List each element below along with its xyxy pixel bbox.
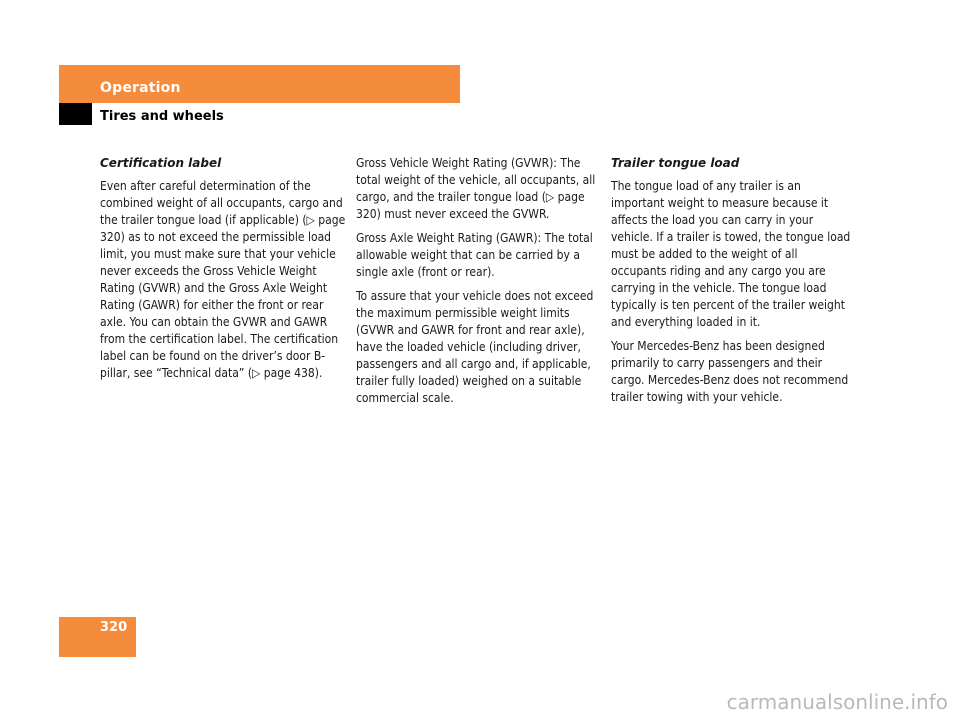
watermark: carmanualsonline.info: [726, 690, 948, 714]
chapter-title: Operation: [100, 80, 181, 96]
column-3: [611, 155, 856, 413]
section-title: Tires and wheels: [100, 109, 224, 124]
column-2-paragraph-3: To assure that your vehicle does not exceed the maximum permissible weight limits (GVWR and GAWR for front and rear axle), have the loaded vehicle (including driver, passengers and all cargo and, if applicable, trailer fully loaded) weighed on a suitable commercial scale.: [356, 289, 594, 405]
column-1: [100, 155, 346, 389]
column-2-paragraph-2: Gross Axle Weight Rating (GAWR): The total allowable weight that can be carried by a single axle (front or rear).: [356, 231, 593, 279]
column-1-heading: Certification label: [100, 156, 222, 170]
section-marker: [59, 103, 92, 125]
column-3-paragraph-1: The tongue load of any trailer is an important weight to measure because it affects the load you can carry in your vehicle. If a trailer is towed, the tongue load must be added to the weight of all occupants riding and any cargo you are carrying in the vehicle. The tongue load typically is ten percent of the trailer weight and everything loaded in it.: [611, 179, 851, 329]
column-3-heading: Trailer tongue load: [611, 156, 740, 170]
column-1-paragraph: Even after careful determination of the combined weight of all occupants, cargo and the trailer tongue load (if applicable) (▷ page 320) as to not exceed the permissible load limit, you must make sure that your vehicle never exceeds the Gross Vehicle Weight Rating (GVWR) and the Gross Axle Weight Rating (GAWR) for either the front or rear axle. You can obtain the GVWR and GAWR from the certification label. The certification label can be found on the driver’s door B-pillar, see “Technical data” (▷ page 438).: [100, 179, 346, 380]
column-2-paragraph-1: Gross Vehicle Weight Rating (GVWR): The total weight of the vehicle, all occupants, all cargo, and the trailer tongue load (▷ page 320) must never exceed the GVWR.: [356, 156, 596, 221]
column-2: [356, 155, 602, 414]
page-number: 320: [100, 620, 128, 635]
column-3-paragraph-2: Your Mercedes-Benz has been designed primarily to carry passengers and their cargo. Mercedes-Benz does not recommend trailer towing with your vehicle.: [611, 339, 849, 404]
